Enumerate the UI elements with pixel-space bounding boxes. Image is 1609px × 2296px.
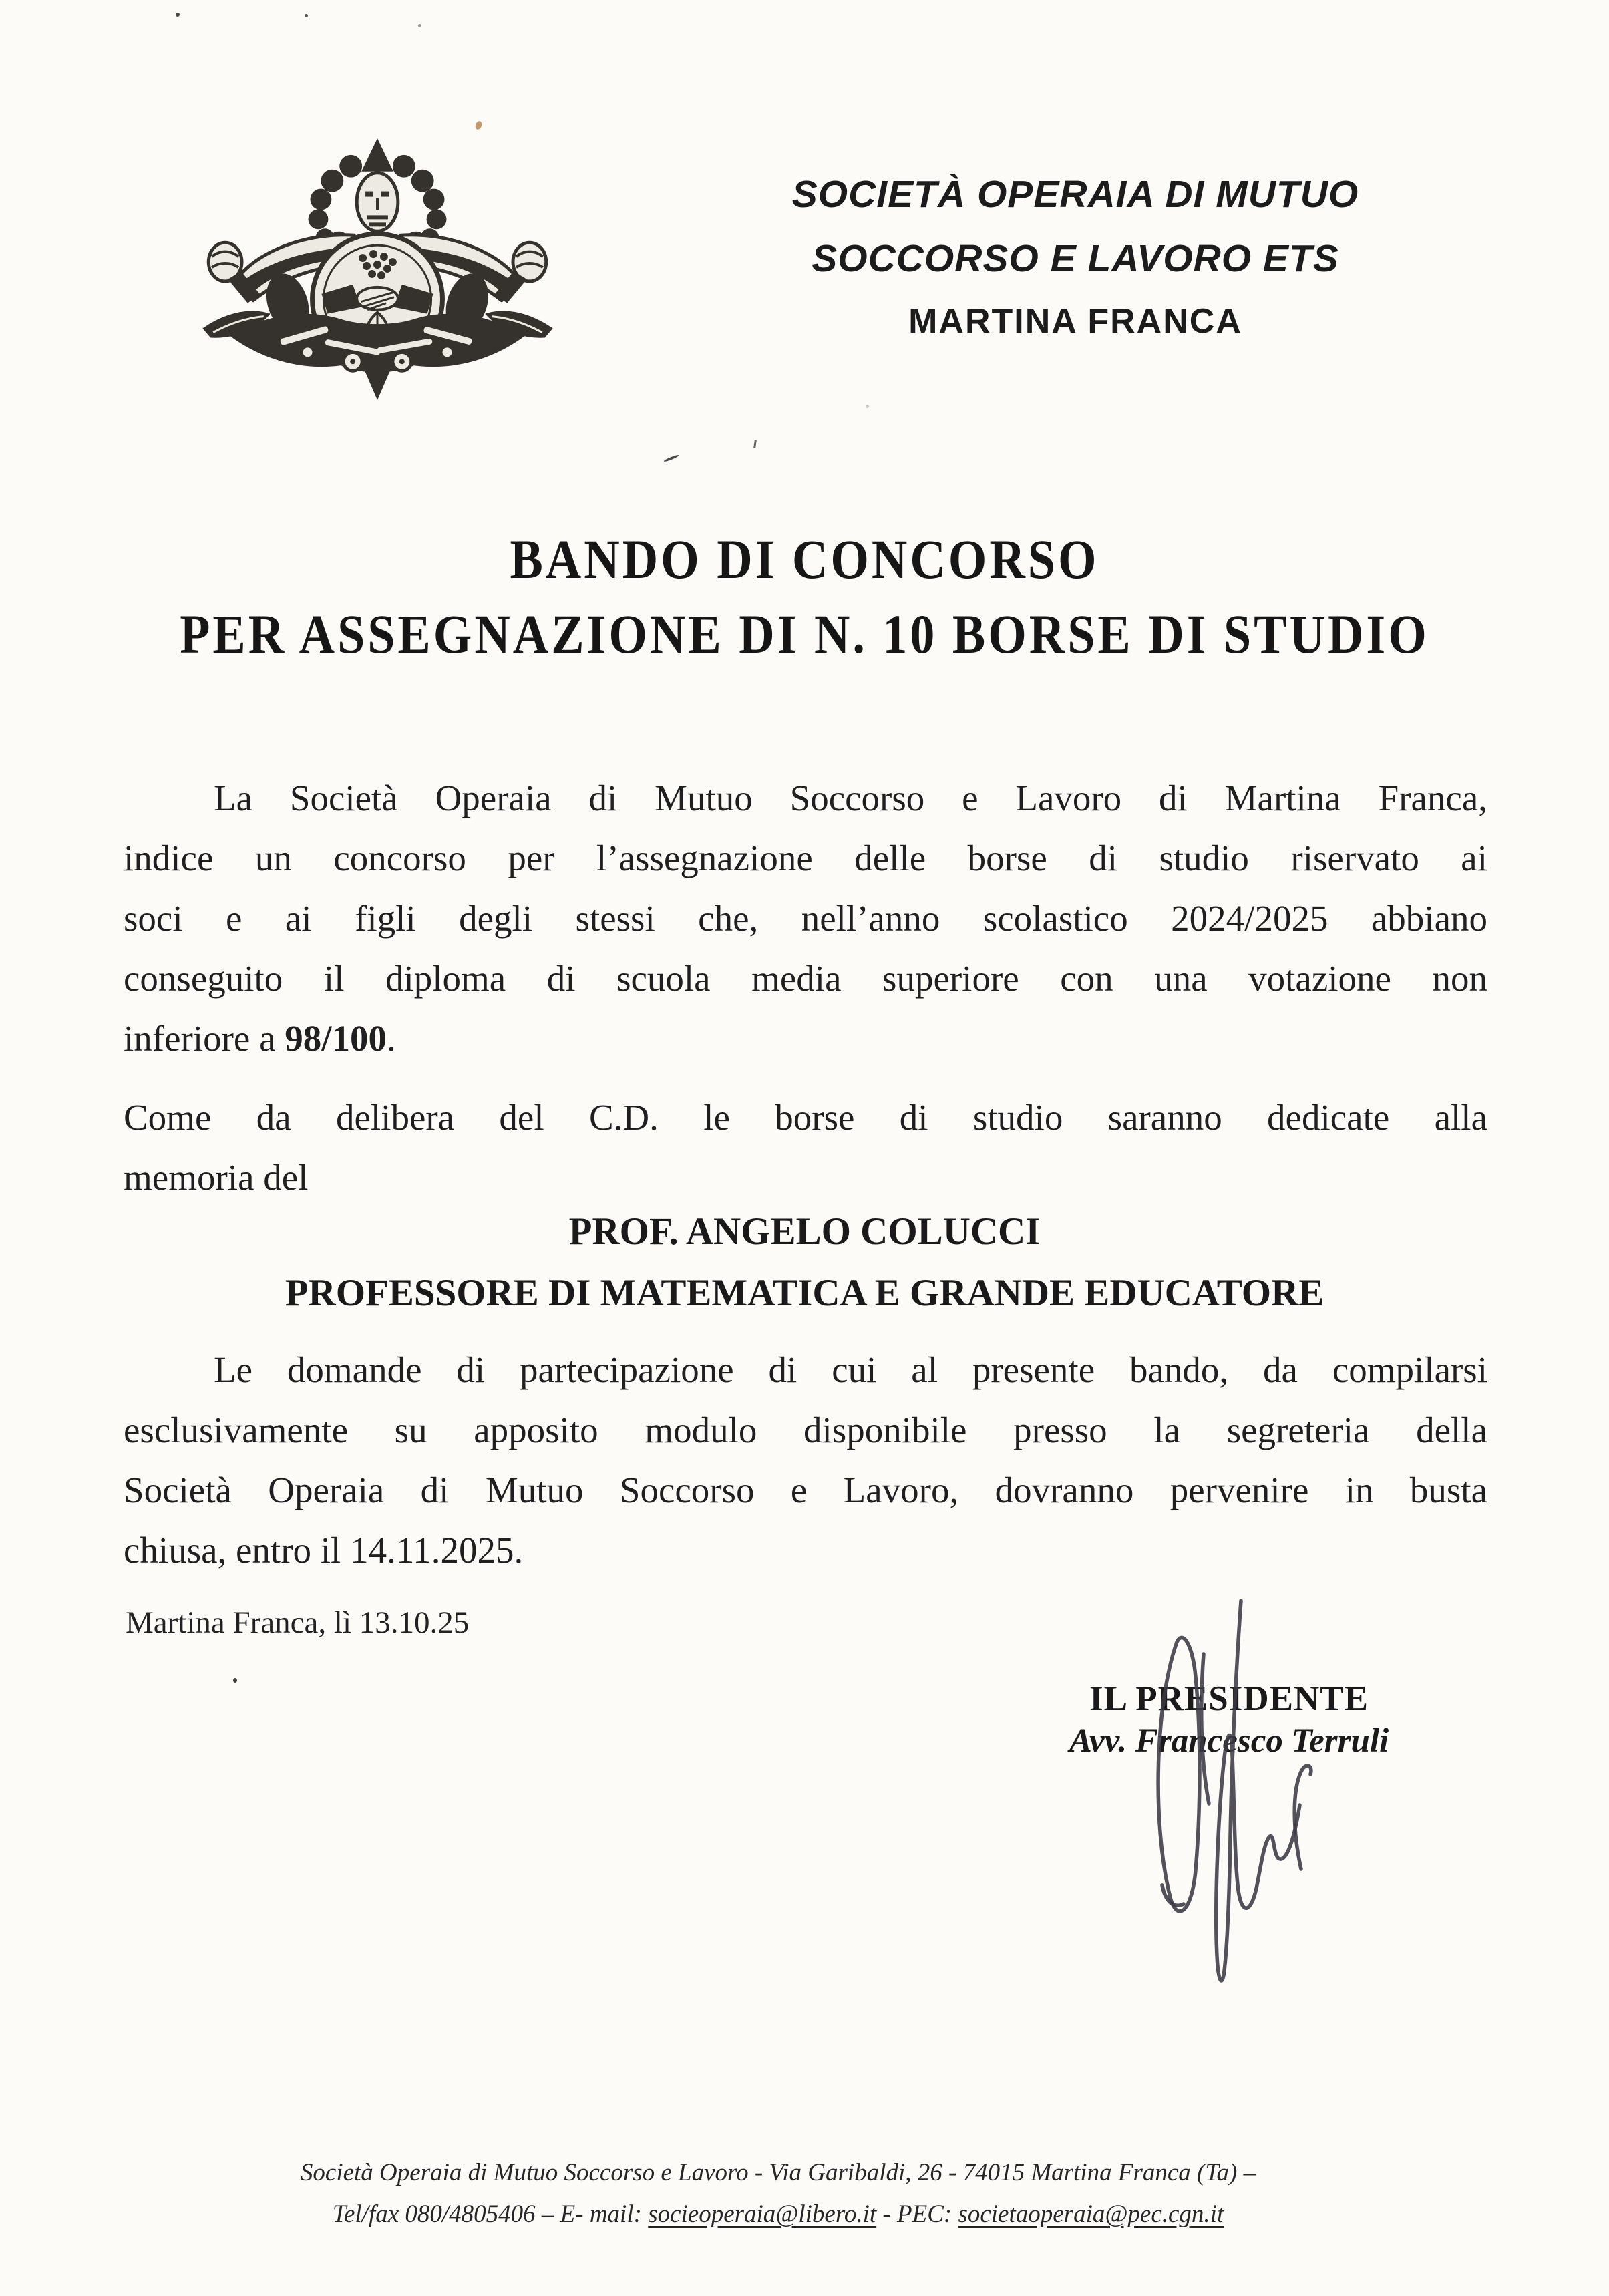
text-run: inferiore a bbox=[124, 1018, 285, 1059]
pec-link[interactable]: societaoperaia@pec.cgn.it bbox=[958, 2200, 1224, 2228]
document-title bbox=[0, 522, 1609, 672]
scan-speck bbox=[176, 13, 180, 17]
org-name-line1: SOCIETÀ OPERAIA DI MUTUO bbox=[791, 173, 1359, 216]
text-line bbox=[124, 1009, 1487, 1069]
footer-contacts-line bbox=[100, 2194, 1456, 2235]
text-line: conseguito il diploma di scuola media superiore con una votazione non bbox=[124, 958, 1487, 999]
footer bbox=[100, 2152, 1456, 2235]
paragraph-dedication-intro bbox=[124, 1088, 1487, 1208]
text-line: memoria del bbox=[124, 1157, 309, 1198]
text-line: indice un concorso per l’assegnazione delle borse di studio riservato ai bbox=[124, 838, 1487, 878]
paragraph-application bbox=[124, 1340, 1487, 1581]
paragraph-eligibility bbox=[124, 768, 1487, 1069]
text-line: Le domande di partecipazione di cui al presente bando, da compilarsi bbox=[214, 1349, 1487, 1390]
text-line: chiusa, entro il 14.11.2025. bbox=[124, 1530, 524, 1571]
title-line2: PER ASSEGNAZIONE DI N. 10 BORSE DI STUDIO bbox=[180, 604, 1429, 665]
footer-pec-label: PEC: bbox=[897, 2200, 958, 2228]
org-city: MARTINA FRANCA bbox=[908, 302, 1242, 341]
society-emblem-logo bbox=[186, 136, 570, 401]
signer-name: Avv. Francesco Terruli bbox=[1069, 1722, 1389, 1760]
date-place-line: Martina Franca, lì 13.10.25 bbox=[126, 1605, 470, 1640]
text-run: . bbox=[387, 1018, 396, 1059]
scan-speck bbox=[474, 120, 483, 130]
text-line: soci e ai figli degli stessi che, nell’anno scolastico 2024/2025 abbiano bbox=[124, 898, 1487, 939]
text-line: La Società Operaia di Mutuo Soccorso e Lavoro di Martina Franca, bbox=[214, 778, 1487, 818]
organization-header bbox=[721, 162, 1429, 352]
scan-speck bbox=[418, 24, 421, 27]
scan-speck bbox=[866, 405, 869, 408]
scan-speck bbox=[233, 1678, 237, 1683]
dedication-block bbox=[0, 1201, 1609, 1324]
signer-role: IL PRESIDENTE bbox=[1089, 1679, 1369, 1718]
dedication-title: PROFESSORE DI MATEMATICA E GRANDE EDUCATORE bbox=[285, 1272, 1324, 1314]
text-line: Come da delibera del C.D. le borse di studio saranno dedicate alla bbox=[124, 1097, 1487, 1138]
footer-contacts-prefix: Tel/fax 080/4805406 – E- mail: bbox=[332, 2200, 649, 2228]
footer-address-line: Società Operaia di Mutuo Soccorso e Lavoro - Via Garibaldi, 26 - 74015 Martina Franca (Ta) – bbox=[300, 2159, 1256, 2186]
grade-threshold: 98/100 bbox=[285, 1018, 387, 1059]
scan-squiggle bbox=[663, 454, 679, 463]
org-name-line2: SOCCORSO E LAVORO ETS bbox=[812, 237, 1339, 280]
dedication-name: PROF. ANGELO COLUCCI bbox=[568, 1210, 1041, 1253]
text-line: esclusivamente su apposito modulo disponibile presso la segreteria della bbox=[124, 1410, 1487, 1450]
scan-speck bbox=[753, 440, 757, 448]
footer-separator: - bbox=[876, 2200, 897, 2228]
scan-speck bbox=[305, 14, 308, 17]
handwritten-signature bbox=[1135, 1595, 1329, 1996]
title-line1: BANDO DI CONCORSO bbox=[510, 529, 1099, 591]
email-link[interactable]: socieoperaia@libero.it bbox=[648, 2200, 877, 2228]
text-line: Società Operaia di Mutuo Soccorso e Lavoro, dovranno pervenire in busta bbox=[124, 1470, 1487, 1510]
